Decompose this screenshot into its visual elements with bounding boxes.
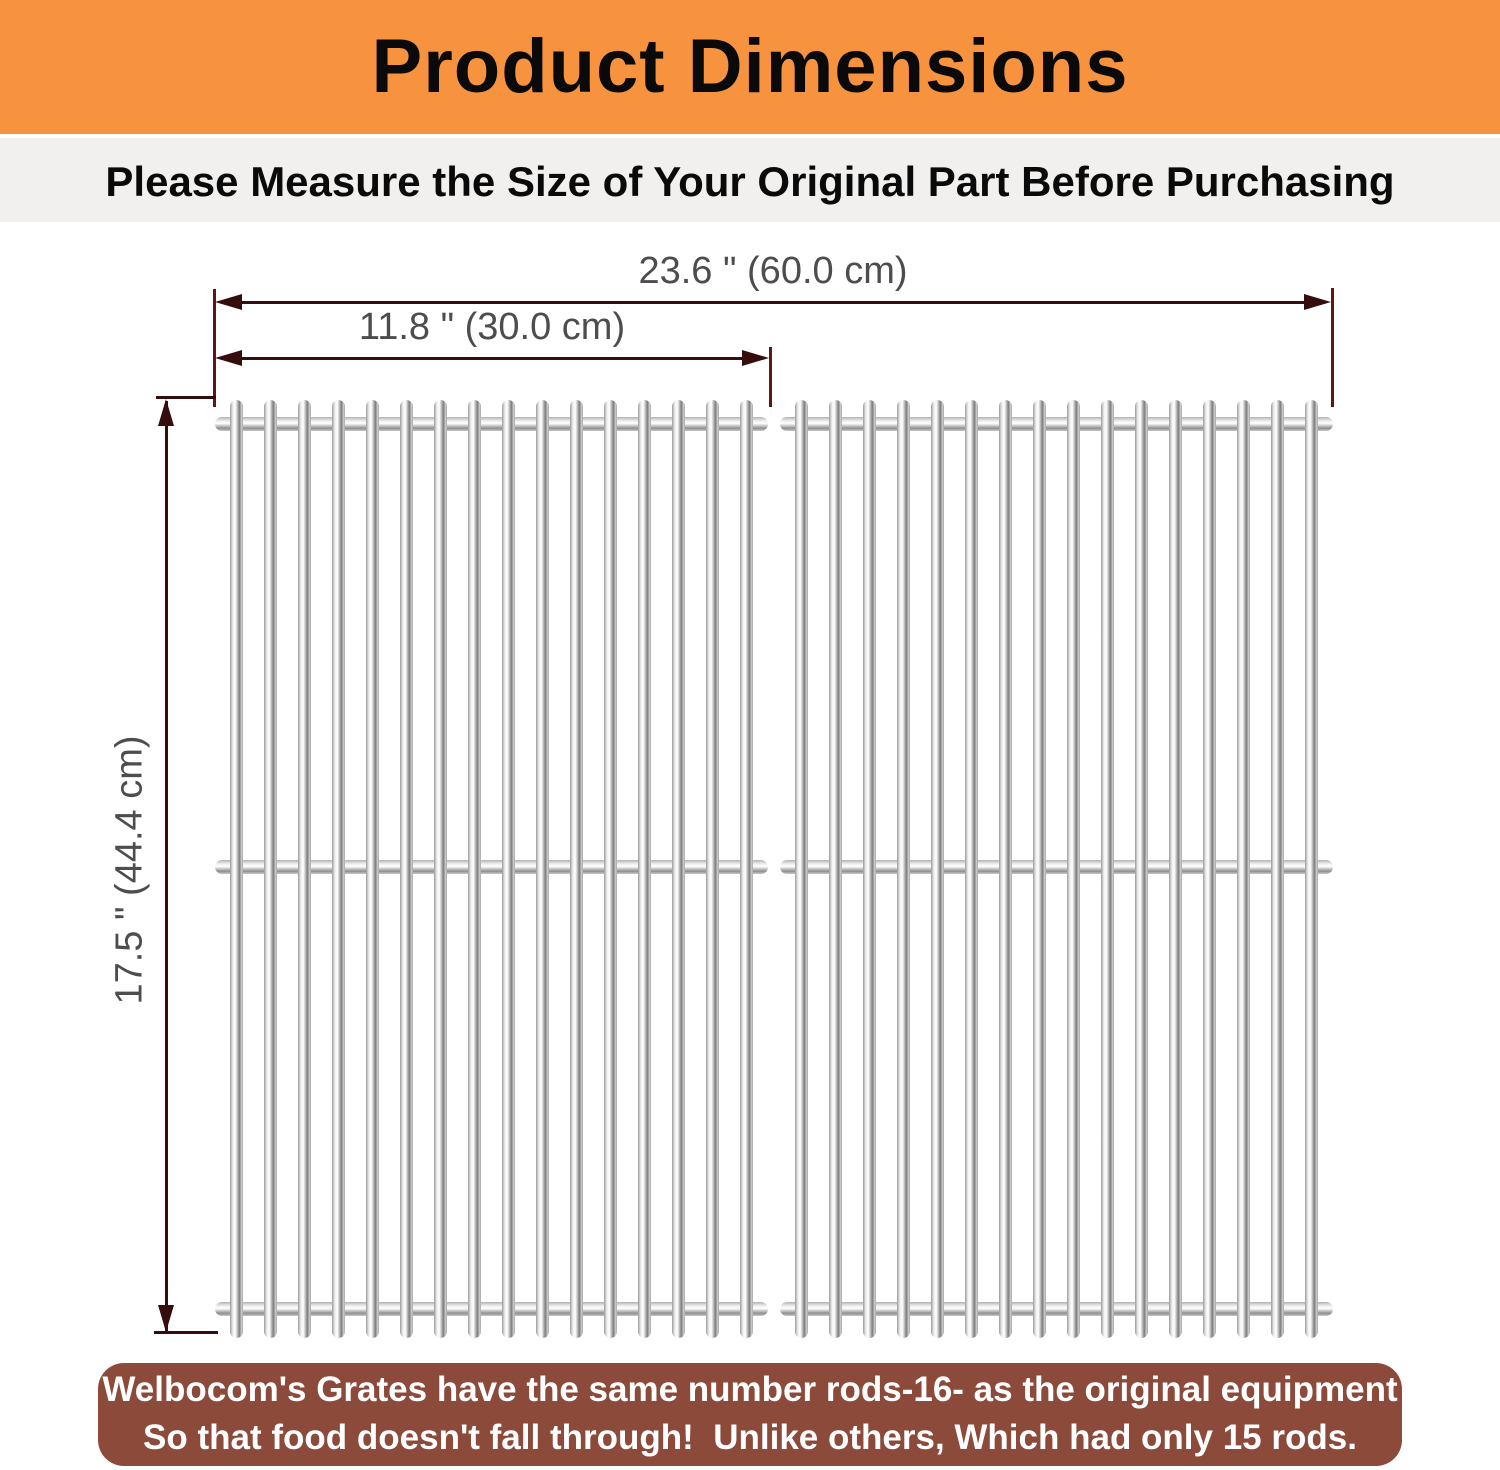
footer-note-line-1: Welbocom's Grates have the same number rods-16- as the original equipment [102,1370,1398,1409]
single-width-dimension-line [238,357,746,360]
grate-rod [570,400,583,1338]
grate-rod [434,400,447,1338]
grate-rod [502,400,515,1338]
arrow-right-icon [742,350,769,366]
grate-rod [672,400,685,1338]
grate-rod [230,400,243,1338]
grate-rod [1237,400,1250,1338]
height-dimension-line [165,401,168,1331]
single-width-label: 11.8 " (30.0 cm) [358,306,626,348]
grate-rod [1271,400,1284,1338]
arrow-down-icon [158,1305,174,1332]
arrow-left-icon [215,294,242,310]
grate-rod [897,400,910,1338]
subtitle-banner [0,138,1500,222]
grate-rod [1169,400,1182,1338]
grill-grate-left [215,400,768,1338]
total-width-label: 23.6 " (60.0 cm) [638,250,908,292]
grate-rod [999,400,1012,1338]
grate-rod [604,400,617,1338]
grate-rod [931,400,944,1338]
grate-rod [400,400,413,1338]
grate-rod [264,400,277,1338]
grate-rod [1203,400,1216,1338]
extension-line-middle [769,347,772,407]
grate-rod [366,400,379,1338]
grill-grate-right [780,400,1333,1338]
subtitle-text: Please Measure the Size of Your Original Part Before Purchasing [105,158,1395,205]
grate-rod [1135,400,1148,1338]
height-label: 17.5 " (44.4 cm) [108,735,151,1005]
grate-rod [298,400,311,1338]
grate-rod [706,400,719,1338]
grate-rod [638,400,651,1338]
grate-rod [863,400,876,1338]
grate-rod [536,400,549,1338]
grate-rod [740,400,753,1338]
total-width-dimension-line [238,301,1310,304]
grate-rod [468,400,481,1338]
footer-note-line-2: So that food doesn't fall through! Unlike others, Which had only 15 rods. [143,1418,1357,1457]
arrow-up-icon [158,399,174,426]
grate-rod [1067,400,1080,1338]
grate-rod [1101,400,1114,1338]
grate-rod [1305,400,1318,1338]
footer-note [98,1363,1402,1466]
header-banner [0,0,1500,134]
grate-rod [795,400,808,1338]
arrow-left-icon [215,350,242,366]
grate-rod [829,400,842,1338]
page-title: Product Dimensions [371,24,1129,109]
grate-rod [1033,400,1046,1338]
grate-rod [965,400,978,1338]
grate-rod [332,400,345,1338]
extension-line-right [1331,288,1334,407]
arrow-right-icon [1304,294,1331,310]
